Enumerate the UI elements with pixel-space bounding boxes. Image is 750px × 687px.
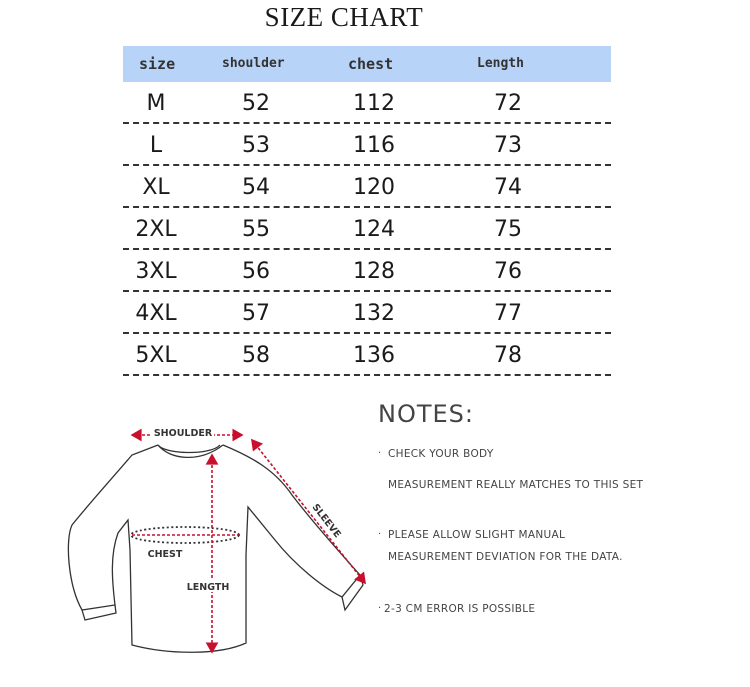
shoulder-cell: 53: [242, 133, 270, 158]
note-bullet: ·: [378, 603, 382, 614]
length-label: LENGTH: [186, 582, 230, 593]
size-cell: M: [146, 91, 166, 116]
length-cell: 74: [494, 175, 522, 200]
chest-cell: 116: [353, 133, 395, 158]
shirt-diagram: [60, 415, 380, 685]
shoulder-cell: 52: [242, 91, 270, 116]
length-cell: 76: [494, 259, 522, 284]
size-cell: L: [149, 133, 163, 158]
chest-cell: 136: [353, 343, 395, 368]
table-row: [123, 166, 611, 208]
header-shoulder: shoulder: [222, 56, 285, 71]
shirt-outline: [68, 445, 363, 652]
header-size: size: [139, 55, 176, 73]
note-bullet: ·: [378, 529, 382, 540]
shoulder-cell: 55: [242, 217, 270, 242]
note-line: CHECK YOUR BODY: [388, 448, 494, 460]
size-cell: 5XL: [135, 343, 177, 368]
chest-cell: 124: [353, 217, 395, 242]
chest-cell: 128: [353, 259, 395, 284]
page-title: SIZE CHART: [264, 2, 424, 32]
size-cell: 3XL: [135, 259, 177, 284]
note-line: MEASUREMENT REALLY MATCHES TO THIS SET: [388, 479, 644, 491]
table-row: [123, 250, 611, 292]
length-cell: 77: [494, 301, 522, 326]
table-row: [123, 208, 611, 250]
table-row: [123, 124, 611, 166]
shoulder-cell: 54: [242, 175, 270, 200]
note-line: 2-3 CM ERROR IS POSSIBLE: [384, 603, 536, 615]
size-cell: 4XL: [135, 301, 177, 326]
size-cell: 2XL: [135, 217, 177, 242]
shoulder-label: SHOULDER: [153, 428, 213, 439]
note-bullet: ·: [378, 448, 382, 459]
table-header: [123, 46, 611, 82]
length-cell: 73: [494, 133, 522, 158]
header-length: Length: [477, 56, 524, 71]
chest-label: CHEST: [147, 549, 183, 560]
chest-cell: 132: [353, 301, 395, 326]
length-cell: 78: [494, 343, 522, 368]
table-row: [123, 334, 611, 376]
notes-title: NOTES:: [378, 400, 474, 428]
sleeve-arrow: [252, 440, 365, 583]
shoulder-cell: 57: [242, 301, 270, 326]
table-row: [123, 292, 611, 334]
sleeve-label: SLEEVE: [309, 502, 343, 541]
length-cell: 75: [494, 217, 522, 242]
size-cell: XL: [142, 175, 170, 200]
size-table: [123, 46, 611, 376]
header-chest: chest: [348, 55, 394, 73]
chest-cell: 112: [353, 91, 395, 116]
chest-cell: 120: [353, 175, 395, 200]
shoulder-cell: 56: [242, 259, 270, 284]
length-cell: 72: [494, 91, 522, 116]
note-line: MEASUREMENT DEVIATION FOR THE DATA.: [388, 551, 623, 563]
note-line: PLEASE ALLOW SLIGHT MANUAL: [388, 529, 566, 541]
shoulder-cell: 58: [242, 343, 270, 368]
table-row: [123, 82, 611, 124]
